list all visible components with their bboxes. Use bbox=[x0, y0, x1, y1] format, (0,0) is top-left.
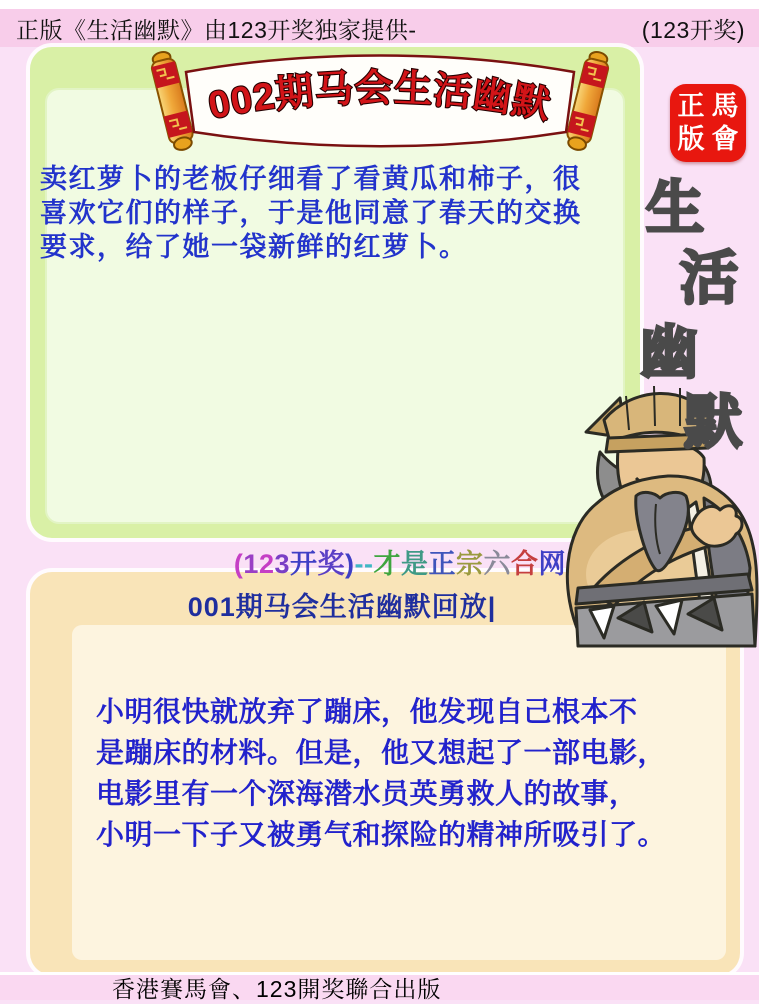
vertical-title-char: 活 bbox=[680, 246, 739, 311]
current-joke-text: 卖红萝卜的老板仔细看了看黄瓜和柿子，很 喜欢它们的样子，于是他同意了春天的交换 要求，给了她一袋新鲜的红萝卜。 bbox=[40, 164, 582, 262]
seal-char: 正 bbox=[677, 91, 705, 121]
issue-scroll-banner bbox=[142, 48, 618, 152]
top-bar-site-text: (123开奖) bbox=[641, 16, 745, 43]
authentic-seal bbox=[670, 84, 746, 162]
top-white-strip bbox=[0, 0, 759, 9]
top-bar bbox=[0, 9, 759, 47]
current-issue-inner-panel bbox=[45, 88, 625, 524]
promo-line: (123开奖)--才是正宗六合网 bbox=[233, 549, 566, 579]
replay-joke-text: 小明很快就放弃了蹦床，他发现自己根本不 是蹦床的材料。但是，他又想起了一部电影， 电影里有一个深海潜水员英勇救人的故事， 小明一下子又被勇气和探险的精神所吸引了。 bbox=[96, 696, 667, 850]
vertical-title-char: 幽 bbox=[640, 320, 699, 385]
seal-char: 會 bbox=[711, 124, 739, 154]
issue-banner-title: 002期马会生活幽默 bbox=[205, 67, 555, 128]
seal-char: 版 bbox=[677, 124, 705, 154]
vertical-title-char: 生 bbox=[646, 176, 705, 241]
top-bar-provider-text: 正版《生活幽默》由123开奖独家提供- bbox=[16, 16, 417, 43]
footer-publisher-text: 香港賽馬會、123開奖聯合出版 bbox=[112, 976, 442, 1002]
vertical-title-char: 默 bbox=[684, 390, 743, 455]
replay-inner-panel bbox=[72, 625, 726, 960]
replay-header: 001期马会生活幽默回放| bbox=[187, 592, 497, 622]
seal-char: 馬 bbox=[711, 91, 739, 121]
footer-bar bbox=[0, 972, 759, 1000]
